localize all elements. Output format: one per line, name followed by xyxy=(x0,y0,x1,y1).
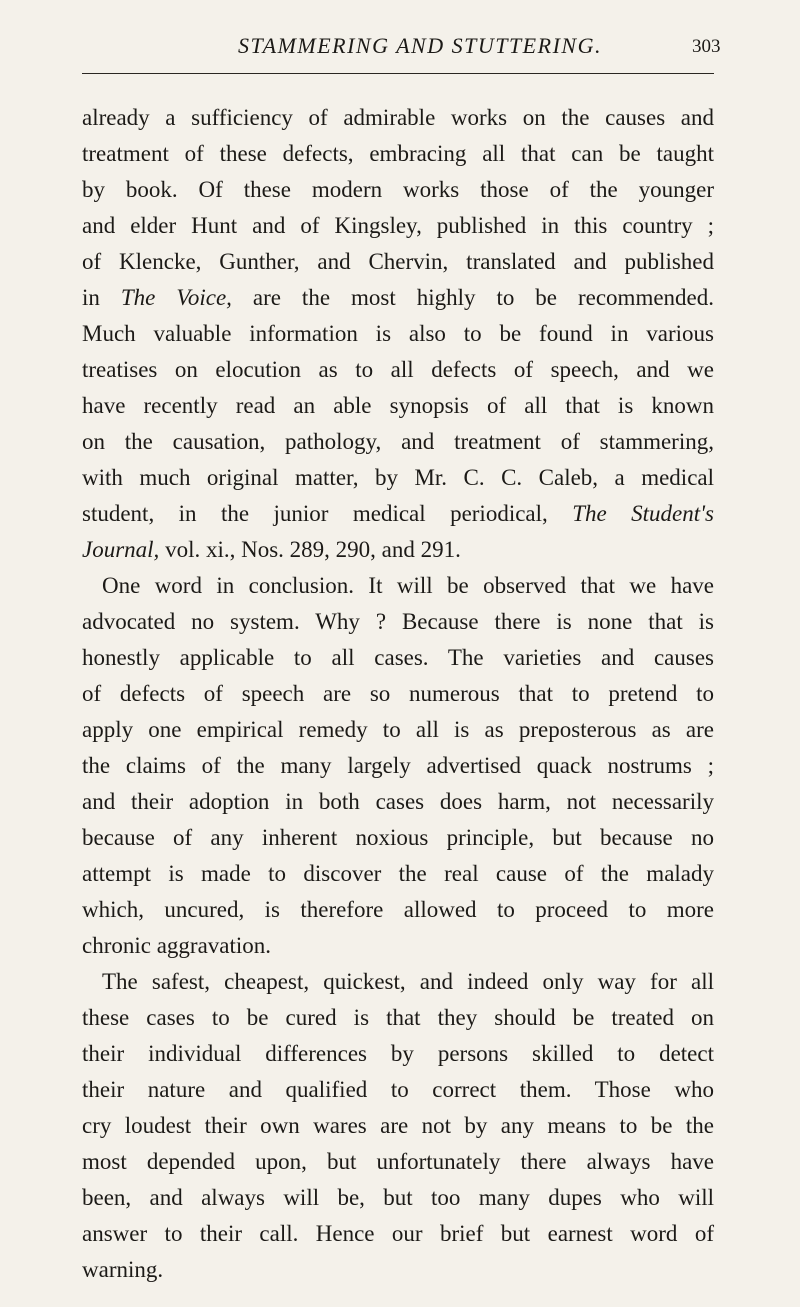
text-line: treatises on elocution as to all defects of speech, and we xyxy=(82,357,714,382)
text-line: by book. Of these modern works those of the younger xyxy=(82,177,714,202)
text-line: chronic aggravation. xyxy=(82,933,272,958)
text-line: most depended upon, but unfortunately there always have xyxy=(82,1149,714,1174)
text-line: warning. xyxy=(82,1257,164,1282)
text-line: cry loudest their own wares are not by any means to be the xyxy=(82,1113,714,1138)
italic-title: The Voice, xyxy=(120,285,232,310)
italic-title: Journal, xyxy=(82,537,160,562)
text-line: advocated no system. Why ? Because there is none that is xyxy=(82,609,714,634)
text-line: in The Voice, are the most highly to be recommended. xyxy=(82,285,715,310)
text-line: these cases to be cured is that they should be treated on xyxy=(82,1005,714,1030)
header-rule xyxy=(82,73,714,74)
text-line: with much original matter, by Mr. C. C. Caleb, a medical xyxy=(82,465,714,490)
page-number: 303 xyxy=(692,36,721,57)
text-line: have recently read an able synopsis of all that is known xyxy=(82,393,714,418)
text-line: on the causation, pathology, and treatment of stammering, xyxy=(82,429,714,454)
text-line: attempt is made to discover the real cause of the malady xyxy=(82,861,714,886)
text-line: Much valuable information is also to be found in various xyxy=(82,321,714,346)
text-line: because of any inherent noxious principle, but because no xyxy=(82,825,714,850)
text-line: already a sufficiency of admirable works on the causes and xyxy=(82,105,714,130)
text-line: and their adoption in both cases does harm, not necessarily xyxy=(82,789,714,814)
text-line: their individual differences by persons skilled to detect xyxy=(82,1041,714,1066)
text-line: of defects of speech are so numerous that to pretend to xyxy=(82,681,714,706)
text-line: been, and always will be, but too many dupes who will xyxy=(82,1185,714,1210)
body-text xyxy=(82,100,714,1288)
text-line: which, uncured, is therefore allowed to proceed to more xyxy=(82,897,714,922)
text-line: their nature and qualified to correct them. Those who xyxy=(82,1077,714,1102)
text-line: and elder Hunt and of Kingsley, published in this country ; xyxy=(82,213,714,238)
text-line: apply one empirical remedy to all is as preposterous as are xyxy=(82,717,714,742)
text-line: honestly applicable to all cases. The varieties and causes xyxy=(82,645,714,670)
paragraph-first-line: The safest, cheapest, quickest, and indeed only way for all xyxy=(102,969,714,994)
text-line: answer to their call. Hence our brief but earnest word of xyxy=(82,1221,714,1246)
text-line: student, in the junior medical periodical, The Student's xyxy=(82,501,715,526)
text-line: treatment of these defects, embracing all that can be taught xyxy=(82,141,714,166)
text-line: Journal, vol. xi., Nos. 289, 290, and 291. xyxy=(82,537,461,562)
text-line: the claims of the many largely advertised quack nostrums ; xyxy=(82,753,714,778)
text-line: of Klencke, Gunther, and Chervin, translated and published xyxy=(82,249,714,274)
paragraph-first-line: One word in conclusion. It will be observed that we have xyxy=(102,573,714,598)
italic-title: The Student's xyxy=(572,501,715,526)
running-head-title: STAMMERING AND STUTTERING. xyxy=(238,33,602,58)
